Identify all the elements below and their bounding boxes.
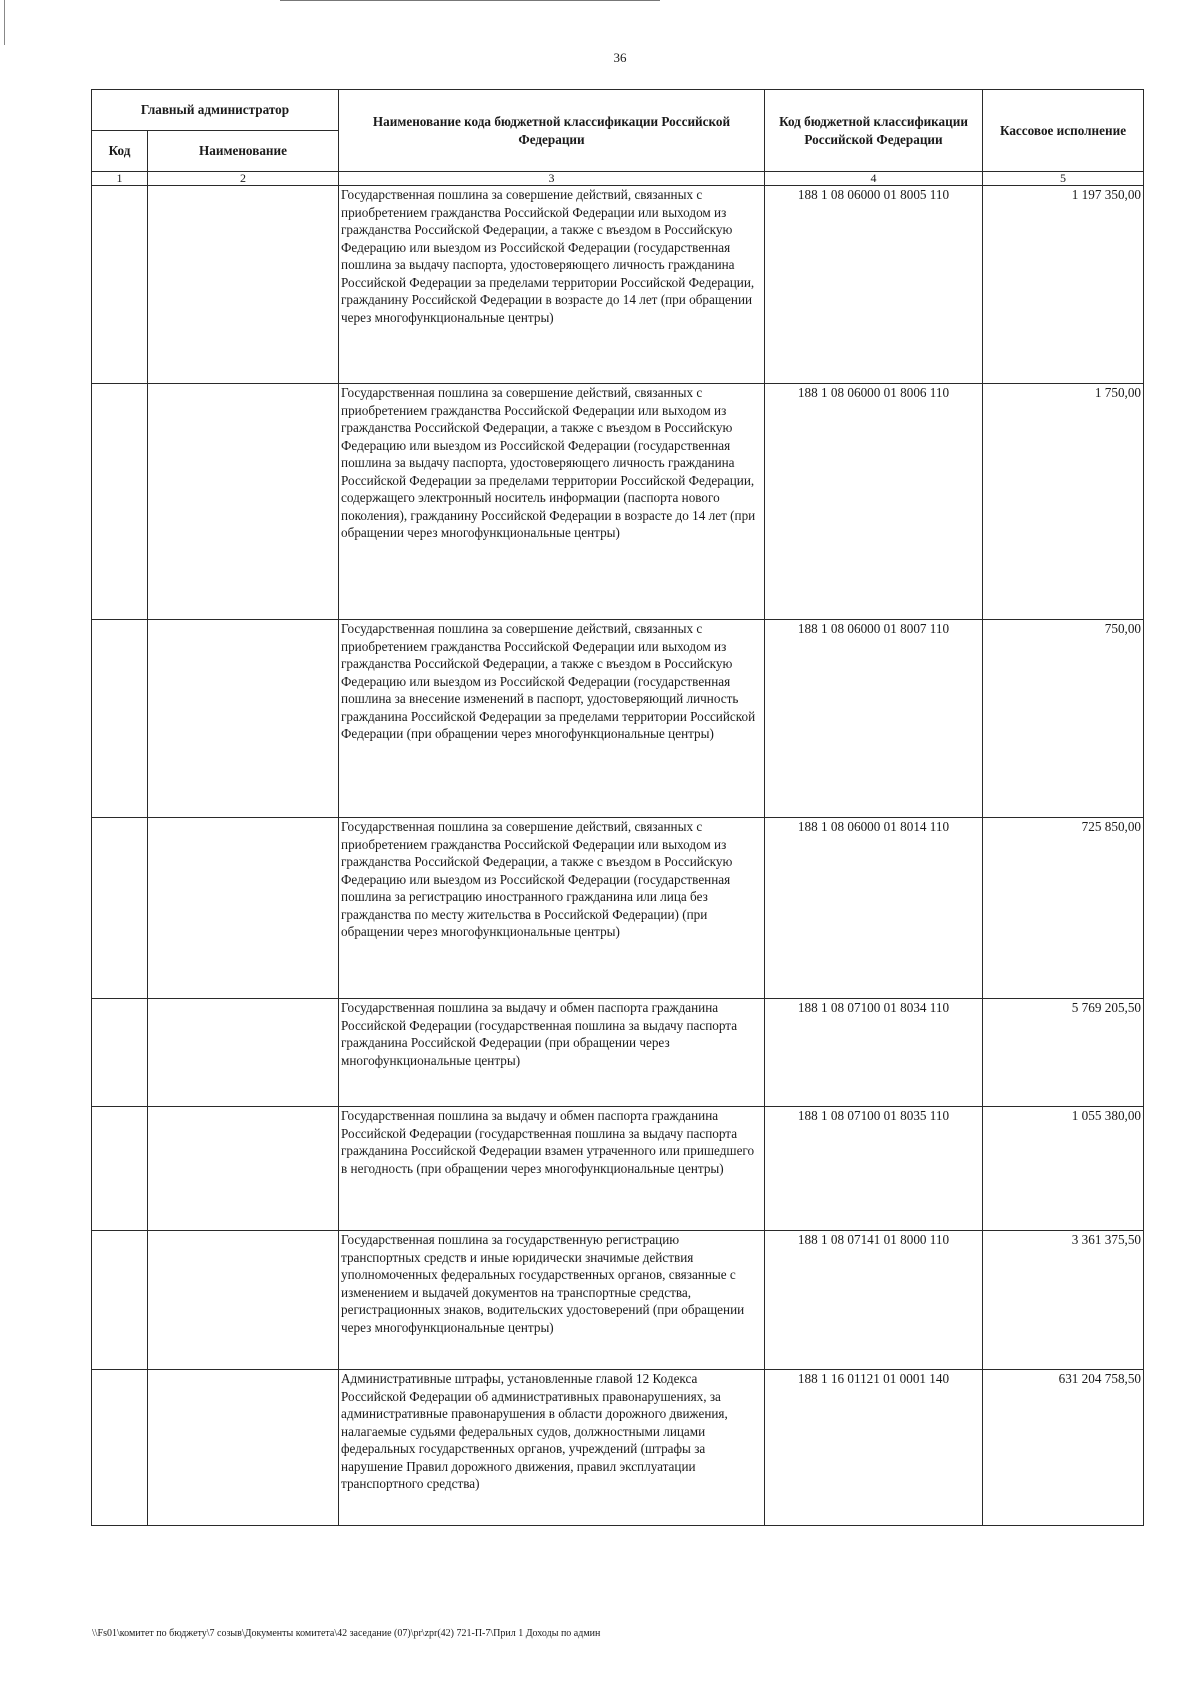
column-number-row xyxy=(92,172,1144,186)
table-row xyxy=(92,620,1144,818)
admin-code-cell xyxy=(92,999,148,1107)
admin-name-cell xyxy=(148,999,339,1107)
column-number: 5 xyxy=(983,172,1144,186)
kbk-code-cell: 188 1 08 07100 01 8034 110 xyxy=(765,999,983,1107)
admin-code-cell xyxy=(92,818,148,999)
header-kbk-code: Код бюджетной классификации Российской Федерации xyxy=(765,90,983,172)
amount-cell: 1 055 380,00 xyxy=(983,1107,1144,1231)
column-number: 1 xyxy=(92,172,148,186)
column-number: 3 xyxy=(339,172,765,186)
table-row xyxy=(92,384,1144,620)
scan-top-line xyxy=(280,0,660,1)
admin-code-cell xyxy=(92,620,148,818)
header-name: Наименование xyxy=(148,131,339,172)
admin-name-cell xyxy=(148,1231,339,1370)
table-row xyxy=(92,1370,1144,1526)
admin-name-cell xyxy=(148,1107,339,1231)
amount-cell: 5 769 205,50 xyxy=(983,999,1144,1107)
revenue-table xyxy=(91,89,1144,1526)
kbk-code-cell: 188 1 08 07100 01 8035 110 xyxy=(765,1107,983,1231)
description-cell: Административные штрафы, установленные главой 12 Кодекса Российской Федерации об административных правонарушениях, за административные правонарушения в области дорожного движения, налагаемые судьями федеральных судов, должностными лицами федеральных государственных органов, учреждений (штрафы за нарушение Правил дорожного движения, правил эксплуатации транспортного средства) xyxy=(339,1370,765,1526)
kbk-code-cell: 188 1 08 06000 01 8005 110 xyxy=(765,186,983,384)
kbk-code-cell: 188 1 08 07141 01 8000 110 xyxy=(765,1231,983,1370)
amount-cell: 750,00 xyxy=(983,620,1144,818)
amount-cell: 631 204 758,50 xyxy=(983,1370,1144,1526)
admin-code-cell xyxy=(92,186,148,384)
description-cell: Государственная пошлина за совершение действий, связанных с приобретением гражданства Российской Федерации или выходом из гражданства Российской Федерации, а также с въездом в Российскую Федерацию или выездом из Российской Федерации (государственная пошлина за внесение изменений в паспорт, удостоверяющий личность гражданина Российской Федерации за пределами территории Российской Федерации (при обращении через многофункциональные центры) xyxy=(339,620,765,818)
page-number: 36 xyxy=(613,50,627,65)
amount-cell: 1 197 350,00 xyxy=(983,186,1144,384)
footer-file-path: \\Fs01\комитет по бюджету\7 созыв\Документы комитета\42 заседание (07)\pr\zpr(42) 721-П-7\Прил 1 Доходы по админ xyxy=(92,1628,601,1639)
admin-name-cell xyxy=(148,1370,339,1526)
admin-name-cell xyxy=(148,384,339,620)
header-kbk-name: Наименование кода бюджетной классификации Российской Федерации xyxy=(339,90,765,172)
description-cell: Государственная пошлина за совершение действий, связанных с приобретением гражданства Российской Федерации или выходом из гражданства Российской Федерации, а также с въездом в Российскую Федерацию или выездом из Российской Федерации (государственная пошлина за регистрацию иностранного гражданина или лица без гражданства по месту жительства в Российской Федерации) (при обращении через многофункциональные центры) xyxy=(339,818,765,999)
amount-cell: 1 750,00 xyxy=(983,384,1144,620)
admin-name-cell xyxy=(148,818,339,999)
description-cell: Государственная пошлина за совершение действий, связанных с приобретением гражданства Российской Федерации или выходом из гражданства Российской Федерации, а также с въездом в Российскую Федерацию или выездом из Российской Федерации (государственная пошлина за выдачу паспорта, удостоверяющего личность гражданина Российской Федерации за пределами территории Российской Федерации, гражданину Российской Федерации в возрасте до 14 лет (при обращении через многофункциональные центры) xyxy=(339,186,765,384)
table-row xyxy=(92,1231,1144,1370)
table-row xyxy=(92,186,1144,384)
description-cell: Государственная пошлина за совершение действий, связанных с приобретением гражданства Российской Федерации или выходом из гражданства Российской Федерации, а также с въездом в Российскую Федерацию или выездом из Российской Федерации (государственная пошлина за выдачу паспорта, удостоверяющего личность гражданина Российской Федерации за пределами территории Российской Федерации, содержащего электронный носитель информации (паспорта нового поколения), гражданину Российской Федерации в возрасте до 14 лет (при обращении через многофункциональные центры) xyxy=(339,384,765,620)
header-cash-execution: Кассовое исполнение xyxy=(983,90,1144,172)
description-cell: Государственная пошлина за государственную регистрацию транспортных средств и иные юридически значимые действия уполномоченных федеральных государственных органов, связанные с изменением и выдачей документов на транспортные средства, регистрационных знаков, водительских удостоверений (при обращении через многофункциональные центры) xyxy=(339,1231,765,1370)
admin-code-cell xyxy=(92,1107,148,1231)
admin-name-cell xyxy=(148,620,339,818)
scan-left-edge xyxy=(4,0,5,45)
column-number: 4 xyxy=(765,172,983,186)
kbk-code-cell: 188 1 16 01121 01 0001 140 xyxy=(765,1370,983,1526)
kbk-code-cell: 188 1 08 06000 01 8006 110 xyxy=(765,384,983,620)
description-cell: Государственная пошлина за выдачу и обмен паспорта гражданина Российской Федерации (государственная пошлина за выдачу паспорта гражданина Российской Федерации (при обращении через многофункциональные центры) xyxy=(339,999,765,1107)
kbk-code-cell: 188 1 08 06000 01 8014 110 xyxy=(765,818,983,999)
amount-cell: 3 361 375,50 xyxy=(983,1231,1144,1370)
admin-code-cell xyxy=(92,1231,148,1370)
table-row xyxy=(92,999,1144,1107)
header-main-admin: Главный администратор xyxy=(92,90,339,131)
admin-name-cell xyxy=(148,186,339,384)
header-code: Код xyxy=(92,131,148,172)
amount-cell: 725 850,00 xyxy=(983,818,1144,999)
column-number: 2 xyxy=(148,172,339,186)
description-cell: Государственная пошлина за выдачу и обмен паспорта гражданина Российской Федерации (государственная пошлина за выдачу паспорта гражданина Российской Федерации взамен утраченного или пришедшего в негодность (при обращении через многофункциональные центры) xyxy=(339,1107,765,1231)
kbk-code-cell: 188 1 08 06000 01 8007 110 xyxy=(765,620,983,818)
admin-code-cell xyxy=(92,384,148,620)
table-row xyxy=(92,1107,1144,1231)
table-row xyxy=(92,818,1144,999)
admin-code-cell xyxy=(92,1370,148,1526)
